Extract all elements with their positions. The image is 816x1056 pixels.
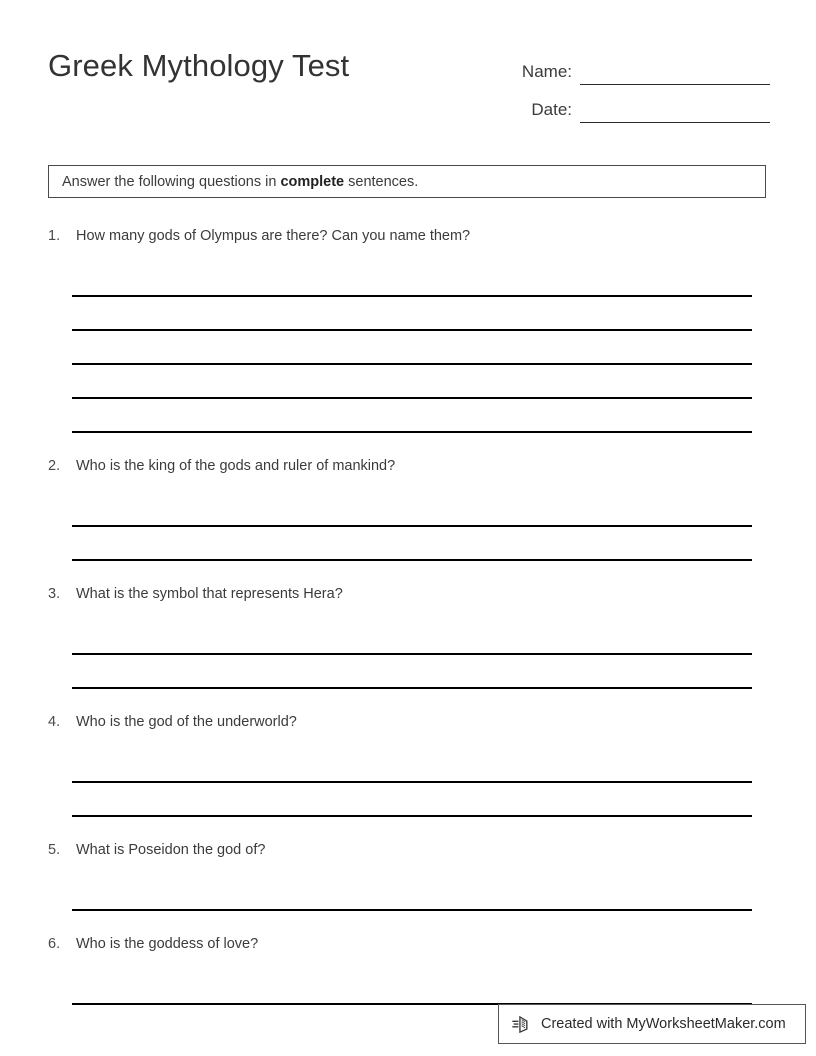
questions-list [0,228,816,1030]
instruction-box [48,165,766,198]
answer-line[interactable] [72,877,752,911]
question-number: 3. [48,586,61,602]
question-block [0,714,816,842]
instruction-emphasis: complete [280,173,345,190]
answer-lines-group [0,612,816,689]
answer-line[interactable] [72,783,752,817]
name-date-group [440,47,770,123]
question-text: What is Poseidon the god of? [76,842,266,858]
name-field-label: Name: [521,62,572,81]
answer-line[interactable] [72,621,752,655]
answer-line[interactable] [72,297,752,331]
answer-line[interactable] [72,331,752,365]
name-field-row [440,47,770,85]
answer-line[interactable] [72,493,752,527]
question-heading [0,586,816,612]
name-field-input[interactable] [580,62,770,85]
question-heading [0,228,816,254]
quill-pen-icon [511,1013,533,1035]
question-number: 5. [48,842,61,858]
answer-lines-group [0,962,816,1005]
question-spacer [0,911,816,936]
instruction-text [49,174,418,190]
answer-line[interactable] [72,263,752,297]
answer-line[interactable] [72,365,752,399]
answer-line[interactable] [72,399,752,433]
question-heading [0,458,816,484]
question-number: 4. [48,714,61,730]
page-title: Greek Mythology Test [48,48,350,83]
question-heading [0,842,816,868]
question-spacer [0,689,816,714]
question-number: 1. [48,228,61,244]
question-heading [0,936,816,962]
question-text: Who is the king of the gods and ruler of mankind? [76,458,396,474]
answer-line[interactable] [72,971,752,1005]
answer-line[interactable] [72,655,752,689]
question-number: 6. [48,936,61,952]
question-heading [0,714,816,740]
question-spacer [0,433,816,458]
answer-line[interactable] [72,749,752,783]
question-block [0,586,816,714]
date-field-input[interactable] [580,100,770,123]
question-number: 2. [48,458,61,474]
question-block [0,458,816,586]
answer-lines-group [0,740,816,817]
question-spacer [0,817,816,842]
question-text: How many gods of Olympus are there? Can you name them? [76,228,471,244]
question-text: Who is the god of the underworld? [76,714,297,730]
question-text: What is the symbol that represents Hera? [76,586,343,602]
worksheet-maker-badge-text: Created with MyWorksheetMaker.com [541,1016,786,1032]
answer-lines-group [0,868,816,911]
question-block [0,228,816,458]
date-field-label: Date: [531,100,572,119]
date-field-row [440,85,770,123]
instruction-suffix: sentences. [344,173,419,190]
worksheet-header [0,0,816,140]
instruction-prefix: Answer the following questions in [62,173,281,190]
question-spacer [0,561,816,586]
answer-lines-group [0,484,816,561]
worksheet-maker-badge[interactable] [498,1004,806,1044]
answer-line[interactable] [72,527,752,561]
question-block [0,842,816,936]
answer-lines-group [0,254,816,433]
question-text: Who is the goddess of love? [76,936,259,952]
